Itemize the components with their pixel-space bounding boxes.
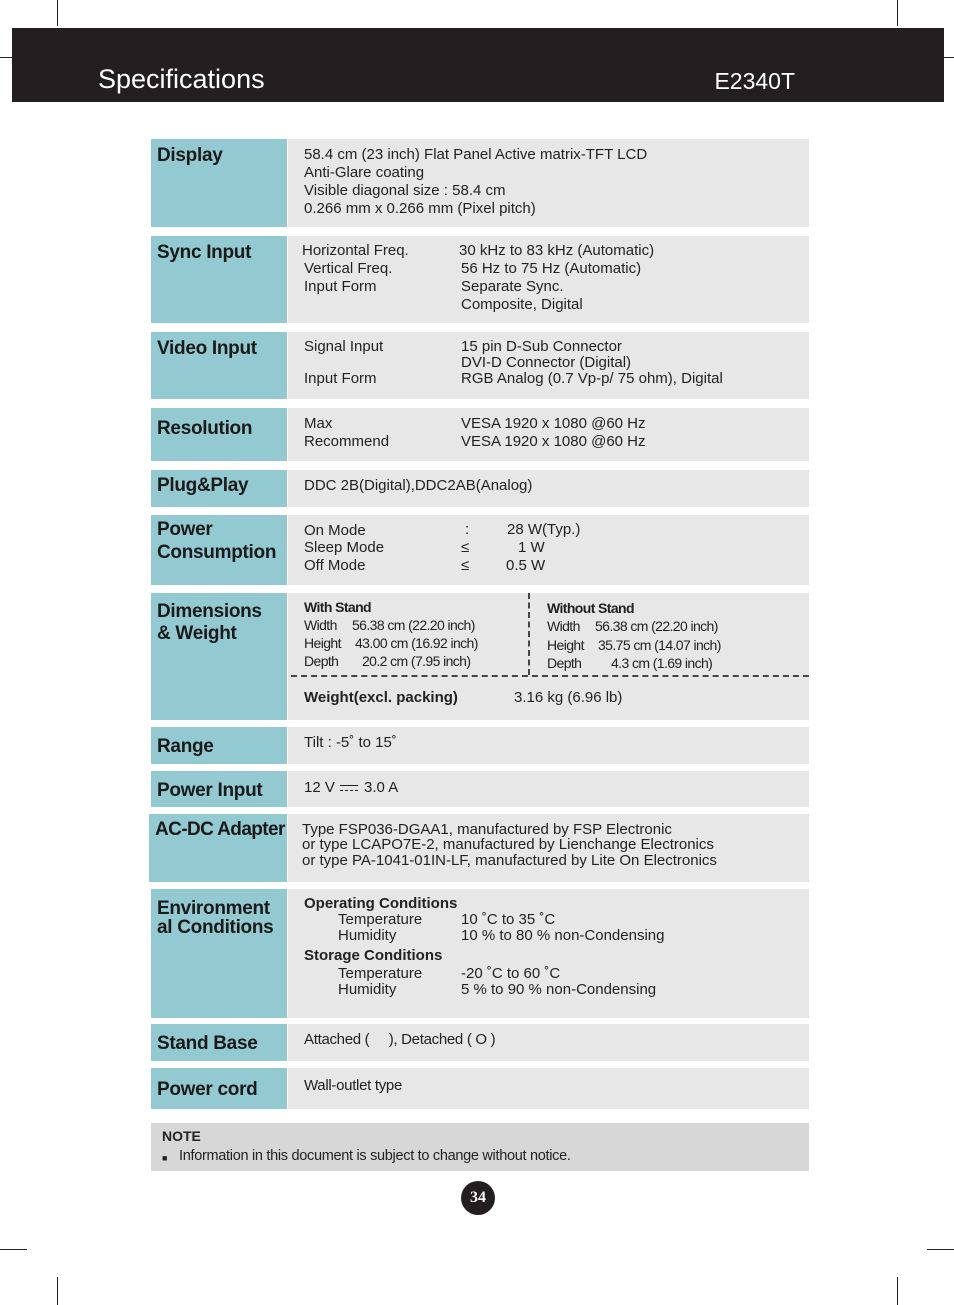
spec-label-cell — [151, 727, 287, 764]
spec-label-cell — [151, 408, 287, 461]
spec-key: Height — [547, 637, 584, 653]
spec-value: 43.00 cm (16.92 inch) — [355, 635, 478, 651]
spec-value: Composite, Digital — [461, 296, 583, 313]
spec-line: 0.266 mm x 0.266 mm (Pixel pitch) — [304, 200, 536, 217]
spec-value: 3.0 A — [364, 779, 399, 796]
spec-value-cell — [288, 814, 809, 882]
spec-line: 58.4 cm (23 inch) Flat Panel Active matrix-TFT LCD — [304, 146, 648, 163]
spec-row-dimensions — [151, 593, 809, 720]
spec-value: -20 ˚C to 60 ˚C — [461, 965, 561, 982]
spec-label-cell — [151, 771, 287, 807]
spec-label: Power cord — [157, 1079, 258, 1100]
spec-key: Width — [304, 617, 337, 633]
spec-op: : — [465, 521, 470, 538]
spec-label-cell — [151, 332, 287, 399]
spec-key: Off Mode — [304, 557, 366, 574]
spec-value: Separate Sync. — [461, 278, 564, 295]
crop-mark — [0, 57, 12, 58]
spec-line: or type LCAPO7E-2, manufactured by Lienchange Electronics — [302, 836, 714, 853]
model-name: E2340T — [714, 68, 795, 94]
crop-mark — [897, 1277, 898, 1305]
weight-divider — [291, 675, 809, 677]
spec-label: AC-DC Adapter — [155, 819, 285, 840]
column-divider — [528, 593, 530, 675]
spec-label: Dimensions & Weight — [157, 601, 262, 644]
spec-label: Resolution — [157, 418, 253, 439]
spec-value: VESA 1920 x 1080 @60 Hz — [461, 415, 646, 432]
spec-value: 20.2 cm (7.95 inch) — [362, 653, 471, 669]
spec-label-cell — [151, 1024, 287, 1061]
spec-row-power-input — [151, 771, 809, 807]
page-header — [12, 28, 944, 102]
page-number: 34 — [461, 1181, 495, 1215]
spec-label-cell — [151, 1068, 287, 1109]
spec-label: Range — [157, 736, 214, 757]
page-title: Specifications — [98, 64, 265, 94]
spec-value: 28 W(Typ.) — [507, 521, 581, 538]
spec-value: 35.75 cm (14.07 inch) — [598, 637, 721, 653]
note-title: NOTE — [162, 1128, 201, 1144]
spec-row-display — [151, 139, 809, 227]
without-stand-title: Without Stand — [547, 600, 634, 616]
spec-value-cell — [288, 1024, 809, 1061]
spec-key: Input Form — [304, 278, 377, 295]
spec-line: Visible diagonal size : 58.4 cm — [304, 182, 506, 199]
spec-key: Width — [547, 618, 580, 634]
spec-label: Stand Base — [157, 1033, 258, 1054]
spec-value: VESA 1920 x 1080 @60 Hz — [461, 433, 646, 450]
spec-value: Wall-outlet type — [304, 1077, 403, 1094]
crop-mark — [927, 1249, 954, 1250]
spec-row-power-consumption — [151, 515, 809, 585]
spec-value: 10 % to 80 % non-Condensing — [461, 927, 665, 944]
spec-value-cell — [288, 332, 809, 399]
spec-label-cell — [149, 814, 287, 882]
spec-key: Height — [304, 635, 341, 651]
spec-value: DVI-D Connector (Digital) — [461, 354, 632, 371]
spec-row-sync-input — [151, 236, 809, 323]
spec-value: DDC 2B(Digital),DDC2AB(Analog) — [304, 477, 533, 494]
spec-key: Temperature — [338, 911, 423, 928]
dc-symbol-icon — [340, 785, 358, 792]
spec-label-cell — [151, 515, 287, 585]
spec-value: Attached ( ), Detached ( O ) — [304, 1031, 496, 1048]
spec-key: Depth — [547, 655, 582, 671]
spec-value-cell — [288, 470, 809, 507]
spec-key: Temperature — [338, 965, 423, 982]
spec-line: or type PA-1041-01IN-LF, manufactured by Lite On Electronics — [302, 852, 717, 869]
spec-line: Type FSP036-DGAA1, manufactured by FSP Electronic — [302, 821, 672, 838]
spec-label: Plug&Play — [157, 475, 249, 496]
with-stand-title: With Stand — [304, 599, 371, 615]
spec-key: Humidity — [338, 981, 397, 998]
spec-value: 5 % to 90 % non-Condensing — [461, 981, 657, 998]
crop-mark — [0, 1249, 27, 1250]
crop-mark — [897, 0, 898, 26]
spec-value: 12 V — [304, 779, 335, 796]
spec-row-range — [151, 727, 809, 764]
spec-value: 30 kHz to 83 kHz (Automatic) — [459, 242, 655, 259]
storage-title: Storage Conditions — [304, 947, 443, 964]
spec-value: 15 pin D-Sub Connector — [461, 338, 622, 355]
spec-label-cell — [151, 139, 287, 227]
spec-value-cell — [288, 515, 809, 585]
bullet-icon: ■ — [162, 1153, 168, 1163]
spec-value-cell — [288, 771, 809, 807]
spec-op: ≤ — [461, 557, 470, 574]
crop-mark — [57, 1277, 58, 1305]
crop-mark — [944, 57, 954, 58]
spec-op: ≤ — [461, 539, 470, 556]
weight-value: 3.16 kg (6.96 lb) — [514, 689, 623, 706]
spec-key: Vertical Freq. — [304, 260, 393, 277]
spec-key: Depth — [304, 653, 339, 669]
spec-key: Input Form — [304, 370, 377, 387]
crop-mark — [57, 0, 58, 26]
spec-value-cell — [288, 593, 809, 720]
spec-value-cell — [288, 139, 809, 227]
spec-value: 1 W — [518, 539, 545, 556]
weight-label: Weight(excl. packing) — [304, 689, 458, 706]
spec-key: Humidity — [338, 927, 397, 944]
spec-key: Signal Input — [304, 338, 384, 355]
spec-label: Power Input — [157, 780, 263, 801]
spec-label: Sync Input — [157, 242, 252, 263]
spec-label-cell — [151, 593, 287, 720]
spec-key: Recommend — [304, 433, 390, 450]
spec-key: Sleep Mode — [304, 539, 385, 556]
spec-label-cell — [151, 889, 287, 1018]
spec-row-video-input — [151, 332, 809, 399]
spec-key: On Mode — [304, 522, 366, 539]
spec-value: Tilt : -5˚ to 15˚ — [304, 734, 397, 751]
spec-row-resolution — [151, 408, 809, 461]
spec-label-cell — [151, 470, 287, 507]
spec-value: 56 Hz to 75 Hz (Automatic) — [461, 260, 642, 277]
spec-key: Horizontal Freq. — [302, 242, 409, 259]
spec-row-environment — [151, 889, 809, 1018]
spec-label-cell — [151, 236, 287, 323]
note-box — [151, 1123, 809, 1171]
spec-label: Display — [157, 145, 223, 166]
spec-value: 4.3 cm (1.69 inch) — [611, 655, 713, 671]
spec-row-power-cord — [151, 1068, 809, 1109]
spec-label: Power Consumption — [157, 519, 277, 563]
spec-value-cell — [288, 236, 809, 323]
spec-value: 56.38 cm (22.20 inch) — [595, 618, 718, 634]
operating-title: Operating Conditions — [304, 895, 458, 912]
spec-label: Environment al Conditions — [157, 898, 274, 938]
spec-value-cell — [288, 1068, 809, 1109]
spec-value: 10 ˚C to 35 ˚C — [461, 911, 556, 928]
spec-value-cell — [288, 408, 809, 461]
note-text: Information in this document is subject to change without notice. — [179, 1148, 571, 1164]
spec-value-cell — [288, 889, 809, 1018]
spec-value: 0.5 W — [506, 557, 546, 574]
spec-line: Anti-Glare coating — [304, 164, 425, 181]
spec-row-stand-base — [151, 1024, 809, 1061]
spec-key: Max — [304, 415, 333, 432]
spec-value: 56.38 cm (22.20 inch) — [352, 617, 475, 633]
spec-value-cell — [288, 727, 809, 764]
spec-row-plug-play — [151, 470, 809, 507]
spec-label: Video Input — [157, 338, 257, 359]
spec-value: RGB Analog (0.7 Vp-p/ 75 ohm), Digital — [461, 370, 723, 387]
spec-row-ac-dc-adapter — [149, 814, 809, 882]
